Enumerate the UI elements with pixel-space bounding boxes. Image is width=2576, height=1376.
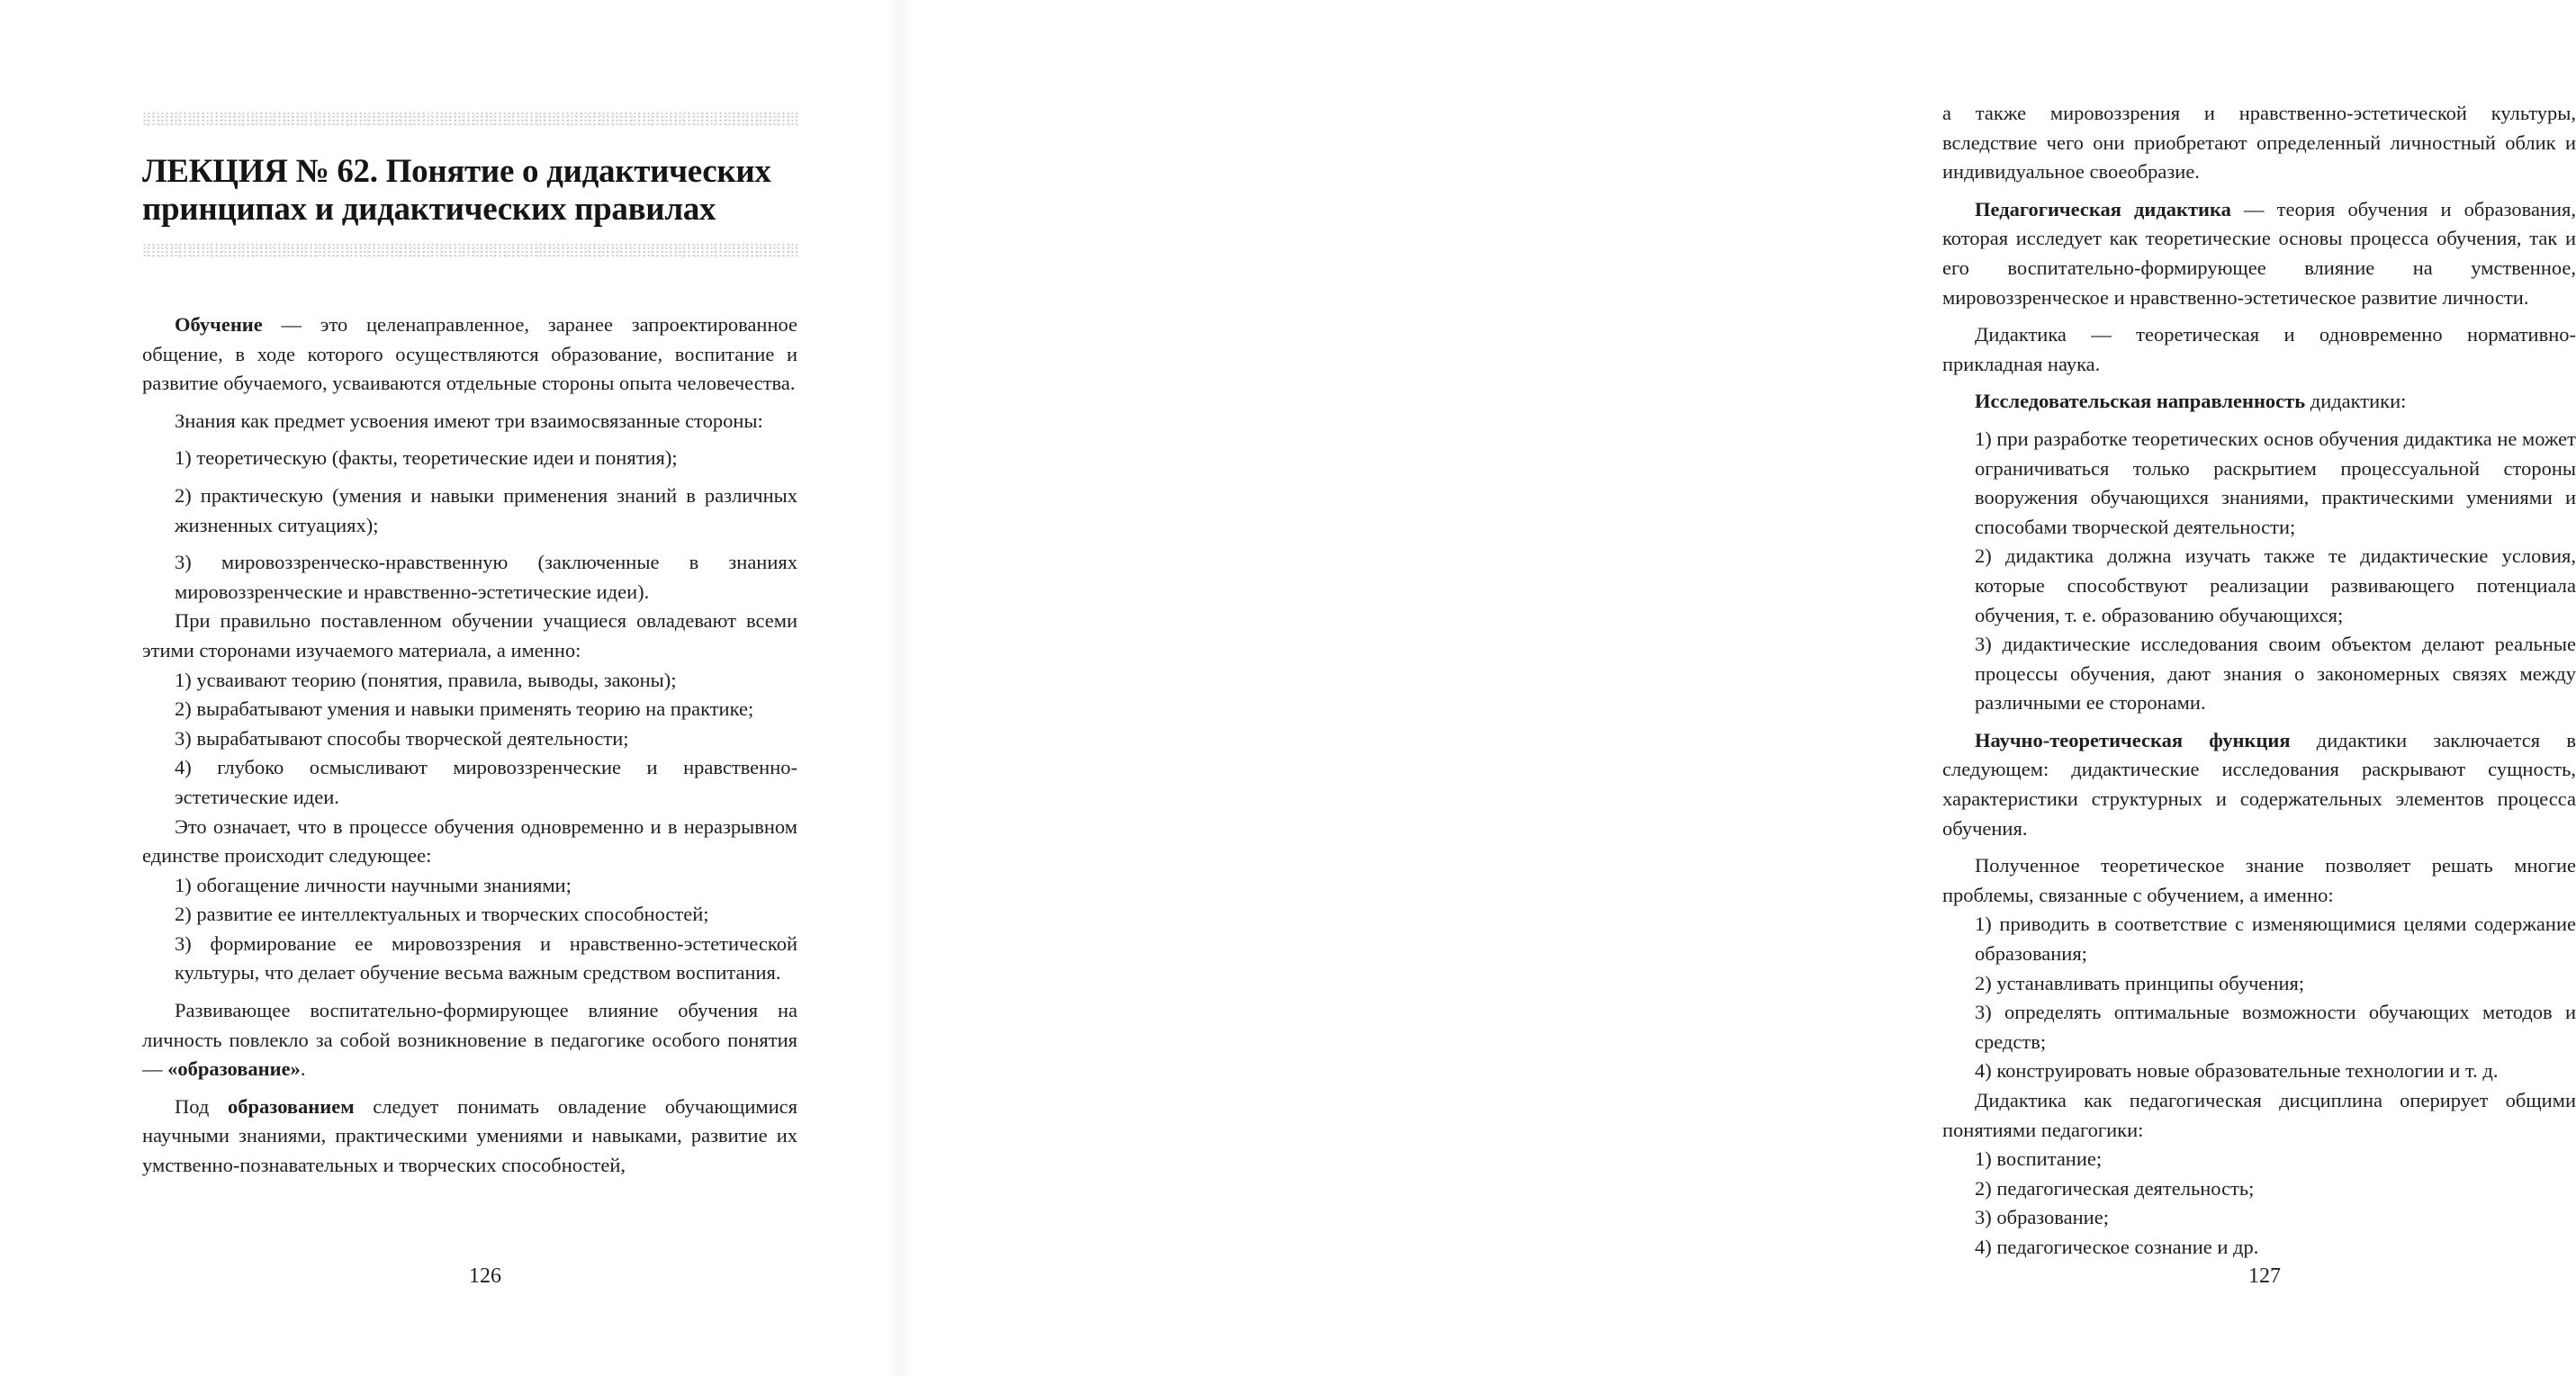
paragraph: Полученное теоретическое знание позволяет решать многие проблемы, связанные с обучением, а именно: xyxy=(1942,854,2576,906)
list-item: 2) дидактика должна изучать также те дидактические условия, которые способствуют реализации развивающего потенциала обучения, т. е. образованию обучающихся; xyxy=(1975,544,2576,626)
list-item: 3) образование; xyxy=(1975,1206,2109,1229)
list-item: 1) при разработке теоретических основ обучения дидактика не может ограничиваться только раскрытием процессуальной стороны вооружения обучающихся знаниями, практическими умениями и способами творческой деятельности; xyxy=(1975,427,2576,538)
lecture-title xyxy=(142,153,799,229)
paragraph: Дидактика как педагогическая дисциплина оперирует общими понятиями педагогики: xyxy=(1942,1089,2576,1141)
list-item: 4) педагогическое сознание и др. xyxy=(1975,1235,2259,1258)
paragraph-continuation: а также мировоззрения и нравственно-эстетической культуры, вследствие чего они приобретают определенный личностный облик и индивидуальное своеобразие. xyxy=(1942,102,2576,184)
bold-term: «образование» xyxy=(167,1057,301,1081)
paragraph: Дидактика — теоретическая и одновременно нормативно-прикладная наука. xyxy=(1942,323,2576,375)
page-number-right: 127 xyxy=(2248,1264,2281,1288)
page-number-left: 126 xyxy=(469,1264,501,1288)
paragraph: Исследовательская направленность дидактики: xyxy=(1975,390,2407,413)
decorative-dotted-band-top xyxy=(142,112,797,126)
left-page xyxy=(0,0,900,1376)
list-item: 2) практическую (умения и навыки применения знаний в различных жизненных ситуациях); xyxy=(175,483,797,536)
list-item: 1) воспитание; xyxy=(1975,1147,2103,1171)
list-item: 1) теоретическую (факты, теоретические идеи и понятия); xyxy=(175,446,678,470)
bold-term: Научно-теоретическая функция xyxy=(1975,728,2291,751)
bold-term: Педагогическая дидактика xyxy=(1975,197,2231,220)
list-item: 3) формирование ее мировоззрения и нравственно-эстетической культуры, что делает обучение весьма важным средством воспитания. xyxy=(175,931,797,985)
right-page xyxy=(900,0,2576,1376)
lecture-title-line-1: ЛЕКЦИЯ № 62. Понятие о дидактических xyxy=(142,153,771,190)
lecture-title-line-2: принципах и дидактических правилах xyxy=(142,191,716,228)
left-page-body xyxy=(142,310,797,1181)
paragraph: Педагогическая дидактика — теория обучения и образования, которая исследует как теоретические основы процесса обучения, так и его воспитательно-формирующее влияние на умственное, мировоззренческое и нравственно-эстетическое развитие личности. xyxy=(1942,197,2576,309)
bold-term: Обучение xyxy=(175,313,263,336)
list-item: 2) развитие ее интеллектуальных и творческих способностей; xyxy=(175,903,709,926)
list-item: 3) определять оптимальные возможности обучающих методов и средств; xyxy=(1975,1001,2576,1053)
bold-term: Исследовательская направленность xyxy=(1975,390,2306,413)
list-item: 1) приводить в соответствие с изменяющимися целями содержание образования; xyxy=(1975,913,2576,966)
bold-term: образованием xyxy=(228,1094,355,1118)
paragraph: Развивающее воспитательно-формирующее влияние обучения на личность повлекло за собой возникновение в педагогике особого понятия — «образование». xyxy=(142,999,797,1081)
decorative-dotted-band-bottom xyxy=(142,243,797,257)
list-item: 4) конструировать новые образовательные технологии и т. д. xyxy=(1975,1059,2499,1083)
list-item: 3) дидактические исследования своим объектом делают реальные процессы обучения, дают знания о закономерных связях между различными ее сторонами. xyxy=(1975,633,2576,715)
list-item: 1) обогащение личности научными знаниями; xyxy=(175,873,572,896)
list-item: 4) глубоко осмысливают мировоззренческие и нравственно-эстетические идеи. xyxy=(175,756,797,808)
paragraph: Это означает, что в процессе обучения одновременно и в неразрывном единстве происходит следующее: xyxy=(142,814,797,868)
paragraph: Под образованием следует понимать овладение обучающимися научными знаниями, практическими умениями и навыками, развитие их умственно-познавательных и творческих способностей, xyxy=(142,1094,797,1177)
list-item: 3) вырабатывают способы творческой деятельности; xyxy=(175,726,629,750)
right-page-body xyxy=(1942,99,2576,1263)
list-item: 1) усваивают теорию (понятия, правила, выводы, законы); xyxy=(175,668,677,691)
paragraph: Научно-теоретическая функция дидактики заключается в следующем: дидактические исследования раскрывают сущность, характеристики структурных и содержательных элементов процесса обучения. xyxy=(1942,728,2576,840)
paragraph: Знания как предмет усвоения имеют три взаимосвязанные стороны: xyxy=(175,409,763,432)
paragraph: При правильно поставленном обучении учащиеся овладевают всеми этими сторонами изучаемого материала, а именно: xyxy=(142,609,797,661)
list-item: 2) устанавливать принципы обучения; xyxy=(1975,971,2305,994)
list-item: 2) педагогическая деятельность; xyxy=(1975,1176,2255,1200)
list-item: 3) мировоззренческо-нравственную (заключенные в знаниях мировоззренческие и нравственно-эстетические идеи). xyxy=(175,551,797,603)
list-item: 2) вырабатывают умения и навыки применять теорию на практике; xyxy=(175,697,754,721)
paragraph-definition-obuchenie: Обучение — это целенаправленное, заранее запроектированное общение, в ходе которого осуществляются образование, воспитание и развитие обучаемого, усваиваются отдельные стороны опыта человечества. xyxy=(142,313,797,395)
